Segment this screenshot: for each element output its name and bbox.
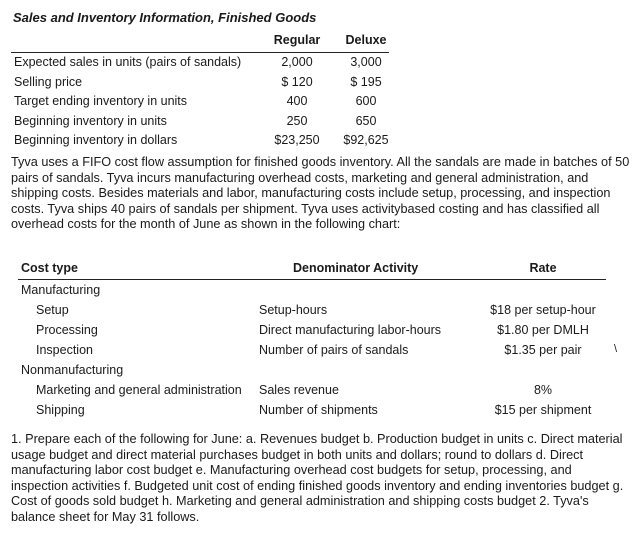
regular-value: 400 — [286, 94, 308, 108]
row-label: Beginning inventory in dollars — [14, 133, 178, 147]
cost-type-table — [18, 257, 606, 420]
row-label: Beginning inventory in units — [14, 113, 167, 128]
table-row — [18, 380, 606, 400]
intro-paragraph: Tyva uses a FIFO cost flow assumption for finished goods inventory. All the sandals are made in batches of 50 pairs of sandals. Tyva incurs manufacturing overhead costs, marketing and general administration, and shipping costs. Besides materials and labor, manufacturing costs include setup, processing, and inspection costs. Tyva ships 40 pairs of sandals per shipment. Tyva uses activitybased costing and has classified all overhead costs for the month of June as shown in the following chart: — [11, 155, 630, 232]
cost-type-label: Setup — [36, 303, 69, 317]
table-row — [11, 73, 389, 93]
rate-value: 8% — [533, 383, 553, 397]
deluxe-value: 3,000 — [350, 55, 382, 69]
denominator-activity: Sales revenue — [259, 383, 339, 397]
table-row — [11, 92, 389, 112]
table-row — [18, 400, 606, 420]
table-row — [11, 112, 389, 132]
deluxe-value: 650 — [355, 113, 377, 128]
deluxe-value: $ 195 — [350, 74, 382, 89]
regular-value: 250 — [286, 113, 308, 128]
stray-mark: \ — [614, 343, 618, 355]
deluxe-value: $92,625 — [343, 133, 389, 147]
cost-type-label: Processing — [36, 323, 98, 337]
denominator-activity: Number of shipments — [259, 403, 378, 417]
denominator-activity: Number of pairs of sandals — [259, 343, 409, 357]
rate-value: $15 per shipment — [494, 403, 592, 417]
header-cost-type: Cost type — [21, 261, 78, 275]
header-rate: Rate — [529, 261, 557, 275]
row-label: Target ending inventory in units — [14, 94, 188, 108]
header-deluxe: Deluxe — [345, 33, 387, 47]
rate-value: $1.80 per DMLH — [497, 323, 589, 337]
rate-value: $18 per setup-hour — [490, 303, 596, 317]
denominator-activity: Direct manufacturing labor-hours — [259, 323, 442, 337]
table-row — [18, 340, 606, 360]
cost-table-header — [18, 257, 606, 280]
table-row — [18, 280, 606, 300]
cost-category-label: Nonmanufacturing — [21, 363, 124, 377]
table-row — [11, 131, 389, 151]
table-row — [18, 300, 606, 320]
cost-type-label: Shipping — [36, 403, 85, 417]
table-row — [11, 53, 389, 73]
rate-value: $1.35 per pair — [504, 343, 582, 357]
document-title: Sales and Inventory Information, Finished Goods — [13, 10, 317, 25]
sales-table-header — [11, 30, 389, 53]
table-row — [18, 320, 606, 340]
row-label: Expected sales in units (pairs of sandals) — [14, 55, 242, 69]
sales-inventory-table — [11, 30, 389, 151]
regular-value: $ 120 — [281, 74, 313, 89]
cost-type-label: Inspection — [36, 343, 93, 357]
header-denominator-activity: Denominator Activity — [293, 261, 419, 275]
denominator-activity: Setup-hours — [259, 303, 328, 317]
deluxe-value: 600 — [355, 94, 377, 108]
cost-category-label: Manufacturing — [21, 283, 101, 297]
table-row — [18, 360, 606, 380]
header-regular: Regular — [273, 33, 321, 47]
instructions-paragraph: 1. Prepare each of the following for June: a. Revenues budget b. Production budget in units c. Direct material usage budget and direct material purchases budget in both units and dollars; round to dollars d. Direct manufacturing labor cost budget e. Manufacturing overhead cost budgets for setup, processing, and inspection activities f. Budgeted unit cost of ending finished goods inventory and ending inventories budget g. Cost of goods sold budget h. Marketing and general administration and shipping costs budget 2. Tyva's balance sheet for May 31 follows. — [11, 432, 624, 524]
regular-value: 2,000 — [281, 55, 313, 69]
regular-value: $23,250 — [274, 133, 320, 147]
row-label: Selling price — [14, 74, 83, 89]
cost-type-label: Marketing and general administration — [36, 383, 242, 397]
